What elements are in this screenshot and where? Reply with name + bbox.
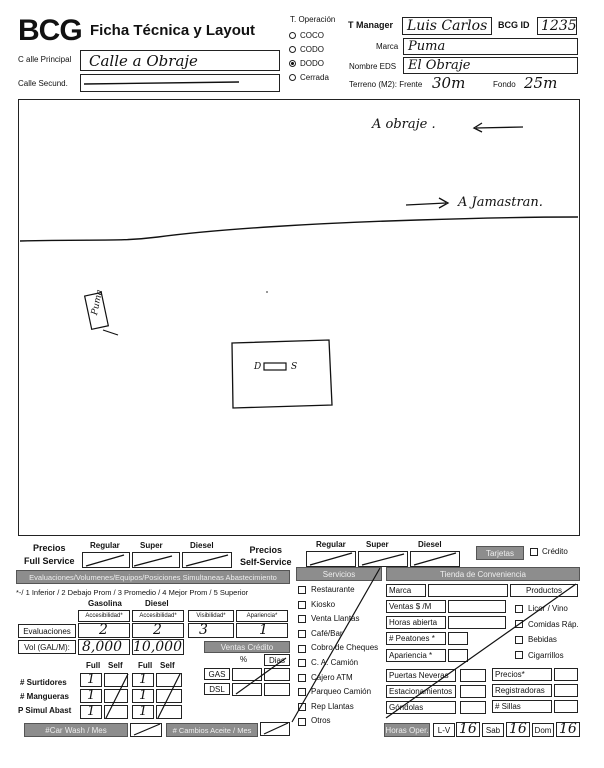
- tienda-marca-label: Marca: [386, 584, 426, 597]
- prices-self-label: Precios Self-Service: [240, 545, 292, 567]
- eval-visibilidad[interactable]: 3: [188, 623, 234, 638]
- servicio-restaurante[interactable]: Restaurante: [298, 583, 378, 598]
- sab-label: Sab: [482, 723, 504, 737]
- surtidores-label: # Surtidores: [20, 678, 67, 687]
- sillas-label: # Sillas: [492, 700, 552, 713]
- puma-sign-text: Puma: [90, 288, 106, 317]
- puertas-neveras-label: Puertas Neveras: [386, 669, 456, 682]
- self-gas-header: Self: [108, 661, 123, 670]
- eval-accesibilidad-dsl[interactable]: 2: [132, 623, 184, 638]
- note-jamastran: A Jamastran.: [458, 195, 543, 210]
- form-title: Ficha Técnica y Layout: [90, 22, 256, 39]
- vol-dsl[interactable]: 10,000: [133, 639, 182, 655]
- eval-apariencia[interactable]: 1: [236, 623, 288, 638]
- lv-field[interactable]: 16: [456, 722, 480, 737]
- estacionamientos-label: Estacionamientos: [386, 685, 456, 698]
- fondo-label: Fondo: [493, 80, 516, 89]
- marca-label: Marca: [376, 42, 399, 51]
- servicio-venta-llantas[interactable]: Venta Llantas: [298, 612, 378, 627]
- self-super-header: Super: [366, 540, 389, 549]
- simul-abast-label: P Simul Abast: [18, 706, 72, 715]
- producto-cigarrillos[interactable]: Cigarrillos: [515, 648, 579, 664]
- tarjeta-bar: Tarjetas: [476, 546, 524, 560]
- nombre-eds-label: Nombre EDS: [349, 62, 397, 71]
- servicio-kiosko[interactable]: Kiosko: [298, 598, 378, 613]
- bcg-id-value: 1235: [541, 18, 577, 34]
- servicio-cobro-cheques[interactable]: Cobro de Cheques: [298, 641, 378, 656]
- gondolas-label: Góndolas: [386, 701, 456, 714]
- marca-value: Puma: [408, 39, 446, 54]
- credito-checkbox[interactable]: Crédito: [530, 547, 568, 556]
- apariencia-label: Apariencia *: [386, 649, 446, 662]
- operacion-dodo[interactable]: DODO: [289, 56, 329, 70]
- col-visibilidad: Visibilidad*: [188, 610, 234, 622]
- tienda-bar: Tienda de Conveniencia: [386, 567, 580, 581]
- scale-text: *-/ 1 Inferior / 2 Debajo Prom / 3 Promedio / 4 Mejor Prom / 5 Superior: [16, 588, 249, 597]
- productos-label: Productos: [510, 584, 578, 597]
- operacion-coco[interactable]: COCO: [289, 28, 329, 42]
- t-manager-value: Luis Carlos: [407, 18, 488, 34]
- mangueras-full-gas[interactable]: 1: [80, 689, 102, 703]
- diesel-header: Diesel: [145, 599, 169, 608]
- evaluaciones-label: Evaluaciones: [18, 624, 76, 638]
- servicio-cafe-bar[interactable]: Café/Bar: [298, 627, 378, 642]
- ventas-label: Ventas $ /M: [386, 600, 446, 613]
- calle-secund-label: Calle Secund.: [18, 79, 68, 88]
- self-dsl-header: Self: [160, 661, 175, 670]
- ventas-gas-label: GAS: [204, 668, 230, 680]
- self-regular-header: Regular: [316, 540, 346, 549]
- vol-label: Vol (GAL/M):: [18, 640, 76, 654]
- island-d-letter: D: [254, 362, 262, 372]
- bcg-id-label: BCG ID: [498, 20, 530, 30]
- ventas-pct-header: %: [240, 655, 248, 664]
- surtidores-full-dsl[interactable]: 1: [132, 673, 154, 687]
- full-gas-header: Full: [86, 661, 101, 670]
- t-manager-label: T Manager: [348, 20, 394, 30]
- sab-field[interactable]: 16: [506, 722, 530, 737]
- ventas-dsl-label: DSL: [204, 683, 230, 695]
- ventas-credito-bar: Ventas Crédito: [204, 641, 290, 653]
- col-accesibilidad-dsl: Accesibilidad*: [132, 610, 184, 622]
- self-diesel-header: Diesel: [418, 540, 442, 549]
- simul-full-gas[interactable]: 1: [80, 705, 102, 719]
- col-apariencia: Apariencia*: [236, 610, 288, 622]
- lv-label: L-V: [433, 723, 455, 737]
- col-accesibilidad-gas: Accesibilidad*: [78, 610, 130, 622]
- producto-licor[interactable]: Licor / Vino: [515, 601, 579, 617]
- prices-full-label: Precios Full Service: [24, 543, 75, 566]
- terreno-label: Terreno (M2): Frente: [349, 80, 423, 89]
- eval-accesibilidad-gas[interactable]: 2: [78, 623, 130, 638]
- full-super-header: Super: [140, 541, 163, 550]
- full-diesel-header: Diesel: [190, 541, 214, 550]
- servicio-cajero-atm[interactable]: Cajero ATM: [298, 671, 378, 686]
- gasolina-header: Gasolina: [88, 599, 122, 608]
- calle-principal-value: Calle a Obraje: [89, 52, 198, 70]
- precios-label: Precios*: [492, 668, 552, 681]
- surtidores-full-gas[interactable]: 1: [80, 673, 102, 687]
- mangueras-full-dsl[interactable]: 1: [132, 689, 154, 703]
- island-s-letter: S: [291, 362, 298, 372]
- simul-full-dsl[interactable]: 1: [132, 705, 154, 719]
- servicio-parqueo-camion[interactable]: Parqueo Camión: [298, 685, 378, 700]
- full-regular-header: Regular: [90, 541, 120, 550]
- mangueras-label: # Mangueras: [20, 692, 69, 701]
- cambios-aceite-bar: # Cambios Aceite / Mes: [166, 723, 258, 737]
- evaluaciones-bar: Evaluaciones/Volumenes/Equipos/Posiciones Simultaneas Abastecimiento: [16, 570, 290, 584]
- producto-bebidas[interactable]: Bebidas: [515, 632, 579, 648]
- calle-principal-label: C alle Principal: [18, 55, 72, 64]
- horas-abierta-label: Horas abierta: [386, 616, 446, 629]
- full-dsl-header: Full: [138, 661, 153, 670]
- vol-gas[interactable]: 8,000: [78, 639, 130, 655]
- servicio-otros[interactable]: Otros: [298, 714, 378, 729]
- peatones-label: # Peatones *: [386, 632, 446, 645]
- servicio-ca-camion[interactable]: C. A. Camión: [298, 656, 378, 671]
- operacion-codo[interactable]: CODO: [289, 42, 329, 56]
- registradoras-label: Registradoras: [492, 684, 552, 697]
- servicio-rep-llantas[interactable]: Rep Llantas: [298, 700, 378, 715]
- frente-value[interactable]: 30m: [432, 74, 466, 92]
- dom-field[interactable]: 16: [556, 722, 580, 737]
- logo: BCG: [18, 14, 82, 47]
- fondo-value[interactable]: 25m: [524, 74, 558, 92]
- tipo-operacion-label: T. Operación: [290, 15, 336, 24]
- servicios-bar: Servicios: [296, 567, 382, 581]
- nombre-eds-value: El Obraje: [408, 58, 471, 73]
- note-obraje: A obraje .: [372, 117, 436, 132]
- operacion-cerrada[interactable]: Cerrada: [289, 70, 329, 84]
- car-wash-bar: #Car Wash / Mes: [24, 723, 128, 737]
- dom-label: Dom: [532, 723, 554, 737]
- producto-comidas[interactable]: Comidas Ráp.: [515, 617, 579, 633]
- ventas-dias-header: Dias: [264, 654, 290, 666]
- horas-oper-bar: Horas Oper.: [384, 723, 430, 737]
